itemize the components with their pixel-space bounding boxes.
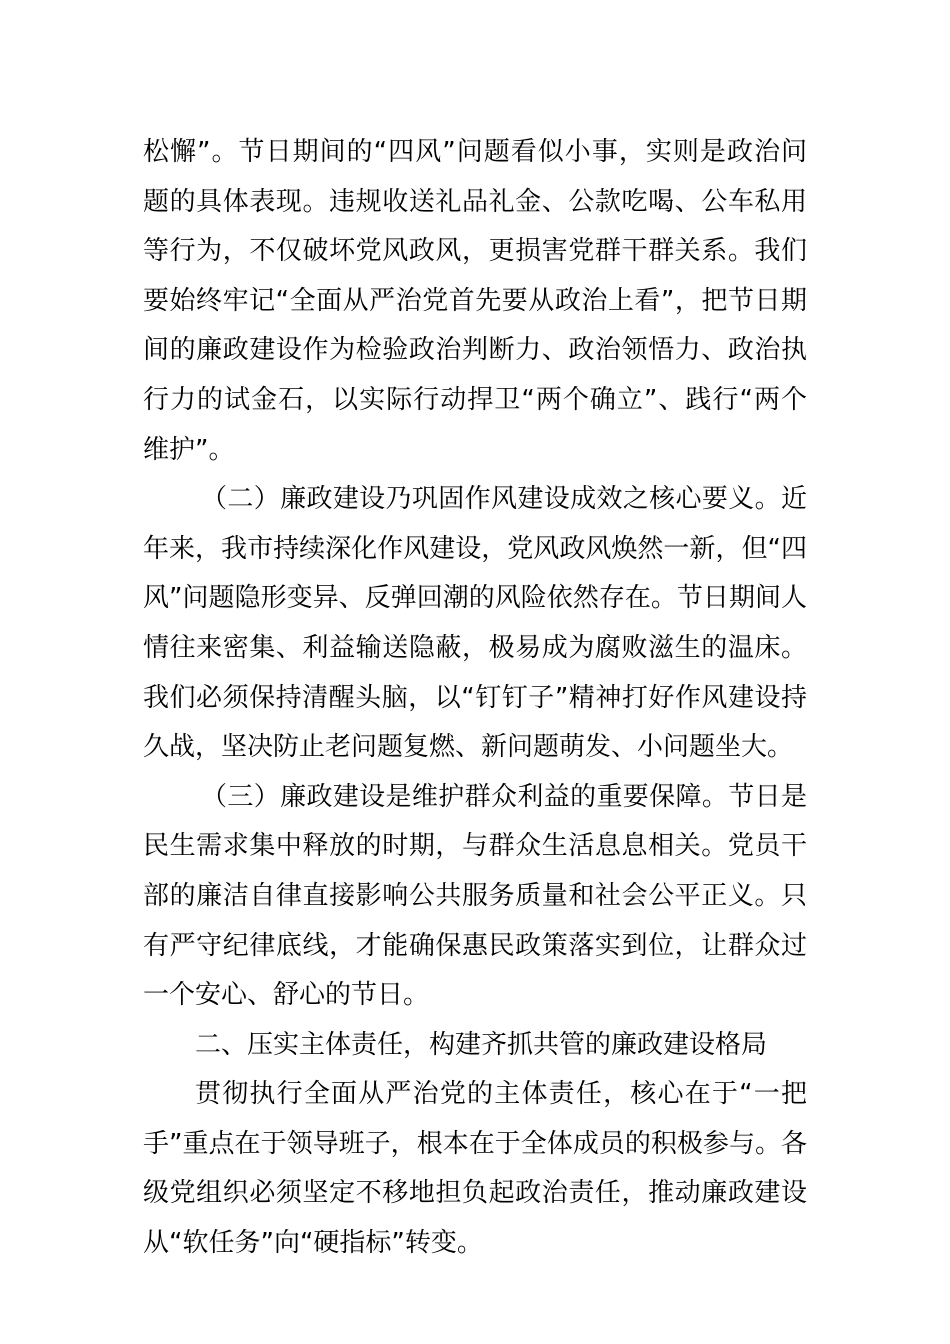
paragraph-continuation: 松懈”。节日期间的“四风”问题看似小事，实则是政治问题的具体表现。违规收送礼品礼金、公款吃喝、公车私用等行为，不仅破坏党风政风，更损害党群干群关系。我们要始终牢记“全面从严治党首先要从政治上看”，把节日期间的廉政建设作为检验政治判断力、政治领悟力、政治执行力的试金石，以实际行动捍卫“两个确立”、践行“两个维护”。 <box>143 137 807 465</box>
paragraph-body: 贯彻执行全面从严治党的主体责任，核心在于“一把手”重点在于领导班子，根本在于全体成员的积极参与。各级党组织必须坚定不移地担负起政治责任，推动廉政建设从“软任务”向“硬指标”转变。 <box>143 1079 807 1259</box>
section-heading: 二、压实主体责任，构建齐抓共管的廉政建设格局 <box>195 1029 768 1060</box>
paragraph-section-2: （二）廉政建设乃巩固作风建设成效之核心要义。近年来，我市持续深化作风建设，党风政风焕然一新，但“四风”问题隐形变异、反弹回潮的风险依然存在。节日期间人情往来密集、利益输送隐蔽，极易成为腐败滋生的温床。我们必须保持清醒头脑，以“钉钉子”精神打好作风建设持久战，坚决防止老问题复燃、新问题萌发、小问题坐大。 <box>143 484 807 763</box>
document-body <box>143 128 807 1269</box>
paragraph-section-3: （三）廉政建设是维护群众利益的重要保障。节日是民生需求集中释放的时期，与群众生活息息相关。党员干部的廉洁自律直接影响公共服务质量和社会公平正义。只有严守纪律底线，才能确保惠民政策落实到位，让群众过一个安心、舒心的节日。 <box>143 781 807 1011</box>
